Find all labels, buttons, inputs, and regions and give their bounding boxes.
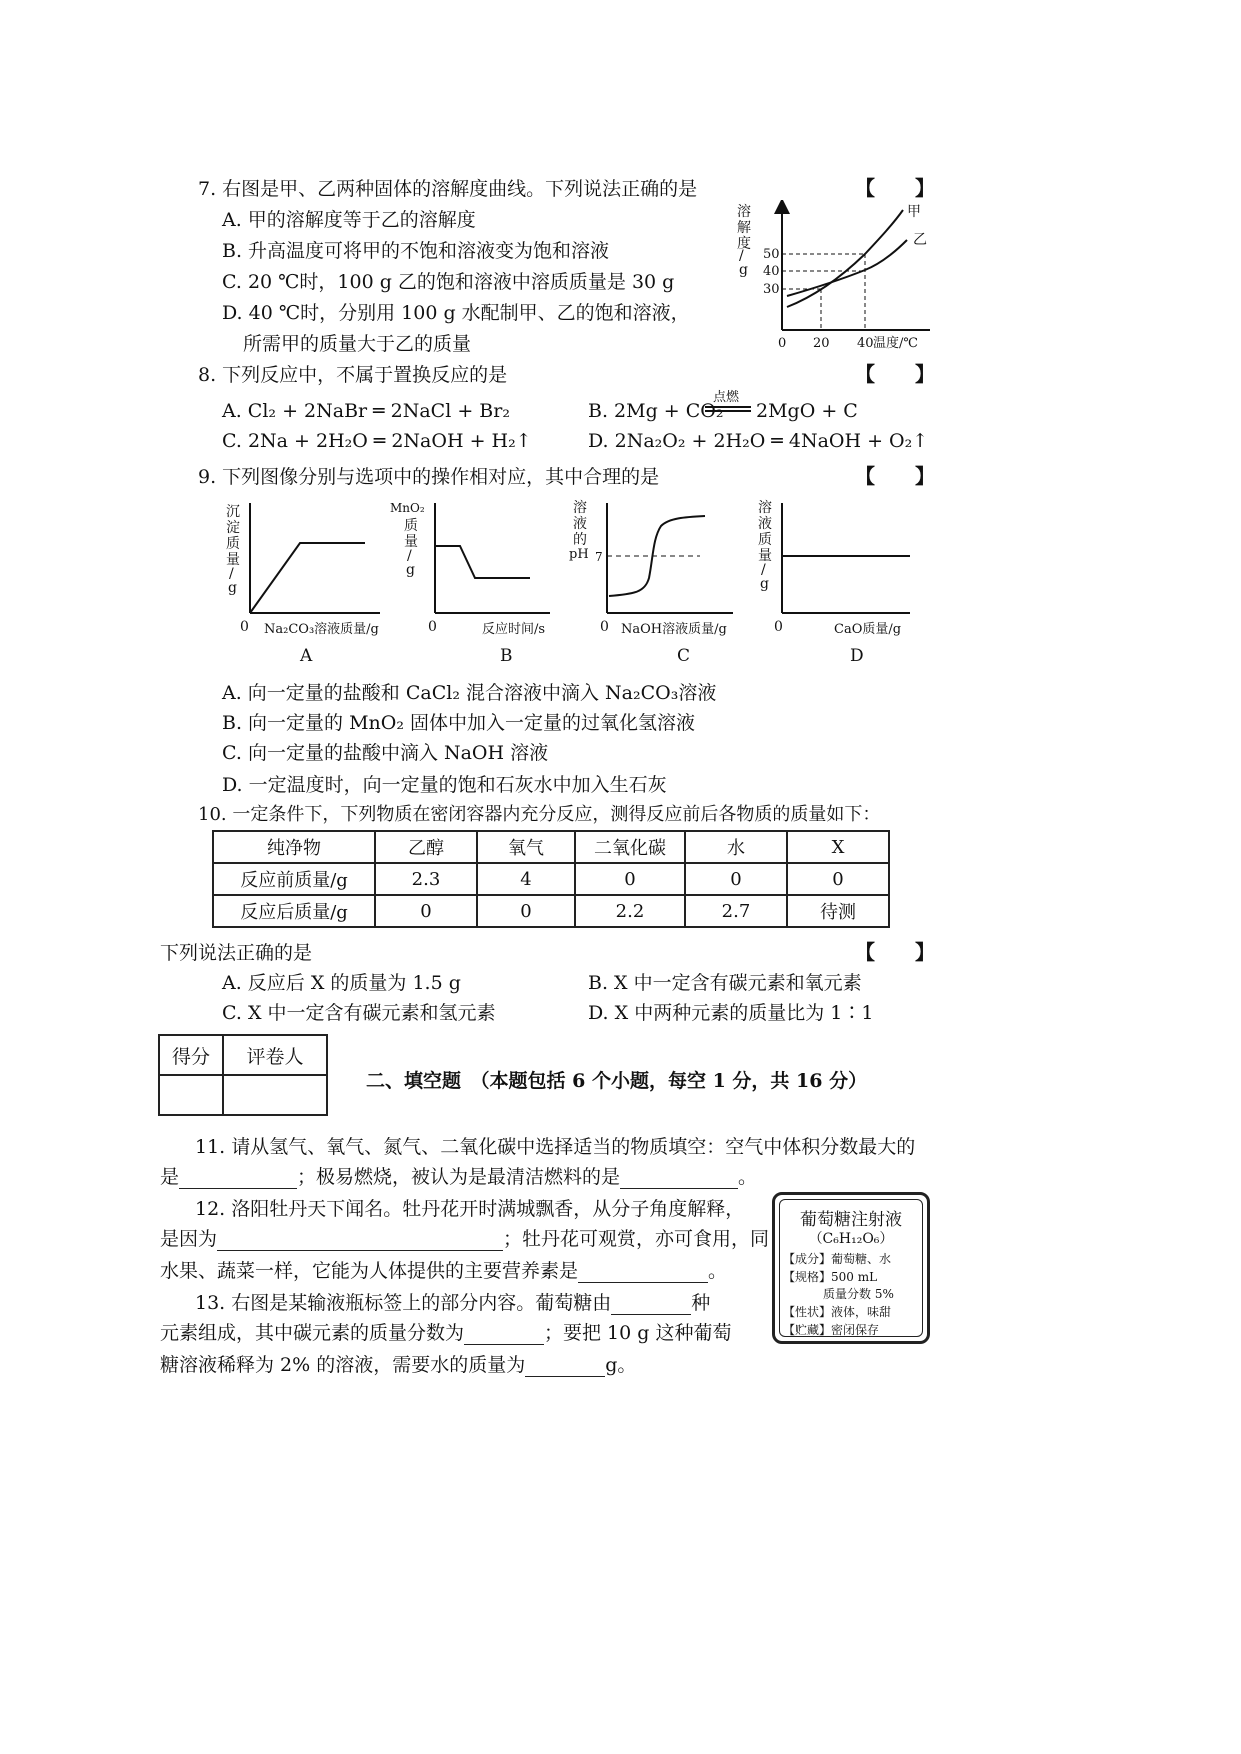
q9-a-ylabel-6: g xyxy=(228,580,237,596)
q10-cell: 0 xyxy=(477,895,575,927)
q10-cell: 2.2 xyxy=(575,895,685,927)
q7-option-d-cont: 所需甲的质量大于乙的质量 xyxy=(243,333,472,355)
score-label: 得分 xyxy=(159,1035,223,1075)
q8-option-b-left: B. 2Mg + CO₂ xyxy=(588,400,724,422)
q9-a-xlabel: Na₂CO₃溶液质量/g xyxy=(264,622,379,637)
q10-data-table xyxy=(212,830,890,928)
q10-header-cell: 氧气 xyxy=(477,831,575,863)
q11-blank-2[interactable] xyxy=(620,1188,738,1189)
q7-answer-bracket[interactable]: 【 】 xyxy=(855,176,935,200)
q8-equals-sign xyxy=(705,406,751,412)
q10-cell: 4 xyxy=(477,863,575,895)
q9-c-ylabel-1: 溶 xyxy=(573,500,587,516)
q12-blank-1[interactable] xyxy=(217,1250,503,1251)
q12-line1: 12. 洛阳牡丹天下闻名。牡丹花开时满城飘香，从分子角度解释， xyxy=(195,1198,745,1220)
q9-b-ylabel-4: / xyxy=(407,548,412,564)
q10-cell: 反应前质量/g xyxy=(213,863,375,895)
q7-chart-xlabel: 温度/℃ xyxy=(873,336,918,350)
q7-chart-ytick-50: 50 xyxy=(763,247,780,262)
q9-a-ylabel-3: 质 xyxy=(226,536,240,552)
q13-text-e: 糖溶液稀释为 2% 的溶液，需要水的质量为 xyxy=(160,1354,526,1376)
q12-text-b: ；牡丹花可观赏，亦可食用，同 xyxy=(503,1228,770,1250)
q9-option-c: C. 向一定量的盐酸中滴入 NaOH 溶液 xyxy=(222,742,549,764)
q12-text-a: 是因为 xyxy=(160,1228,218,1250)
q7-option-a: A. 甲的溶解度等于乙的溶解度 xyxy=(222,209,476,231)
glucose-label-row: 【性状】液体，味甜 xyxy=(783,1305,892,1319)
q9-c-letter: C xyxy=(677,646,691,666)
q13-blank-3[interactable] xyxy=(525,1376,605,1377)
q9-b-origin: 0 xyxy=(428,619,437,635)
q9-graph-d xyxy=(750,498,925,668)
q8-stem: 8. 下列反应中，不属于置换反应的是 xyxy=(198,364,508,386)
q13-text-d: ；要把 10 g 这种葡萄 xyxy=(544,1322,732,1344)
q9-graph-b xyxy=(390,498,565,668)
q9-b-ylabel-2: 质 xyxy=(404,518,418,534)
q7-chart-xtick-0: 0 xyxy=(778,336,787,350)
q10-cell: 0 xyxy=(787,863,889,895)
q12-line3 xyxy=(160,1256,727,1283)
q7-chart-xtick-40: 40 xyxy=(857,336,874,350)
q7-stem: 7. 右图是甲、乙两种固体的溶解度曲线。下列说法正确的是 xyxy=(198,178,698,200)
q9-a-letter: A xyxy=(300,646,313,666)
q7-chart-ylabel-1: 溶 xyxy=(737,204,751,220)
q9-c-xlabel: NaOH溶液质量/g xyxy=(621,622,727,637)
q7-chart-ytick-30: 30 xyxy=(763,282,780,297)
q9-b-ylabel-5: g xyxy=(406,562,415,578)
q10-cell: 0 xyxy=(575,863,685,895)
q10-header-cell: 二氧化碳 xyxy=(575,831,685,863)
table-row xyxy=(213,895,889,927)
q10-header-cell: 乙醇 xyxy=(375,831,477,863)
q9-option-d: D. 一定温度时，向一定量的饱和石灰水中加入生石灰 xyxy=(222,774,667,796)
q10-cell: 反应后质量/g xyxy=(213,895,375,927)
glucose-label-formula: （C₆H₁₂O₆） xyxy=(808,1231,894,1247)
glucose-label-title: 葡萄糖注射液 xyxy=(800,1210,902,1230)
q9-d-letter: D xyxy=(850,646,864,666)
q10-header-cell: X xyxy=(787,831,889,863)
q11-text-c: 。 xyxy=(738,1166,758,1188)
q8-answer-bracket[interactable]: 【 】 xyxy=(855,362,935,386)
q10-header-cell: 水 xyxy=(685,831,787,863)
q12-line2 xyxy=(160,1224,769,1251)
q9-d-ylabel-2: 液 xyxy=(758,516,772,532)
glucose-label-row: 【规格】500 mL xyxy=(783,1270,878,1284)
q10-answer-bracket[interactable]: 【 】 xyxy=(855,940,935,964)
q9-stem: 9. 下列图像分别与选项中的操作相对应，其中合理的是 xyxy=(198,466,660,488)
q11-text-a: 是 xyxy=(160,1166,180,1188)
q7-option-c: C. 20 ℃时，100 g 乙的饱和溶液中溶质质量是 30 g xyxy=(222,271,675,293)
q8-option-b-right: 2MgO + C xyxy=(756,400,858,422)
glucose-label xyxy=(772,1192,930,1344)
q10-cell: 0 xyxy=(375,895,477,927)
q11-blank-1[interactable] xyxy=(179,1188,297,1189)
q13-line2 xyxy=(160,1318,731,1345)
q7-chart-ylabel-5: g xyxy=(739,262,748,278)
q11-line2 xyxy=(160,1162,757,1189)
q10-cell: 2.7 xyxy=(685,895,787,927)
q7-chart-ylabel-2: 解 xyxy=(737,220,751,236)
q9-c-ph-tick: 7 xyxy=(595,550,603,564)
q10-option-b: B. X 中一定含有碳元素和氧元素 xyxy=(588,972,862,994)
q12-text-d: 。 xyxy=(708,1260,728,1282)
table-row xyxy=(213,831,889,863)
q7-chart-ylabel-4: / xyxy=(739,248,744,264)
q9-d-xlabel: CaO质量/g xyxy=(834,622,902,637)
q8-option-c: C. 2Na + 2H₂O ═ 2NaOH + H₂↑ xyxy=(222,430,532,452)
q7-option-d: D. 40 ℃时，分别用 100 g 水配制甲、乙的饱和溶液， xyxy=(222,302,690,324)
q11-text-b: ；极易燃烧，被认为是最清洁燃料的是 xyxy=(297,1166,621,1188)
q7-chart-ylabel-3: 度 xyxy=(737,236,751,252)
q9-d-ylabel-5: / xyxy=(761,562,766,578)
q9-c-ylabel-2: 液 xyxy=(573,516,587,532)
q12-text-c: 水果、蔬菜一样，它能为人体提供的主要营养素是 xyxy=(160,1260,579,1282)
q9-a-origin: 0 xyxy=(240,619,249,635)
glucose-label-row: 【贮藏】密闭保存 xyxy=(783,1323,880,1337)
q7-chart-xtick-20: 20 xyxy=(813,336,830,350)
q9-a-ylabel-2: 淀 xyxy=(226,520,240,536)
glucose-label-row: 【成分】葡萄糖、水 xyxy=(783,1252,892,1266)
q13-line3 xyxy=(160,1350,636,1377)
q9-c-ylabel-3: 的 xyxy=(573,532,587,548)
q11-line1: 11. 请从氢气、氧气、氮气、二氧化碳中选择适当的物质填空：空气中体积分数最大的 xyxy=(195,1136,916,1158)
q9-b-letter: B xyxy=(500,646,513,666)
q13-blank-1[interactable] xyxy=(611,1314,691,1315)
q10-option-a: A. 反应后 X 的质量为 1.5 g xyxy=(222,972,461,994)
q13-blank-2[interactable] xyxy=(464,1344,544,1345)
q7-series-yi: 乙 xyxy=(913,232,927,248)
q12-blank-2[interactable] xyxy=(578,1282,708,1283)
q9-graph-c xyxy=(565,498,745,668)
q9-d-ylabel-3: 质 xyxy=(758,532,772,548)
q7-chart-ytick-40: 40 xyxy=(763,264,780,279)
q9-d-ylabel-4: 量 xyxy=(758,548,772,564)
q10-sub-stem: 下列说法正确的是 xyxy=(160,942,313,964)
q9-d-ylabel-1: 溶 xyxy=(758,500,772,516)
q7-option-b: B. 升高温度可将甲的不饱和溶液变为饱和溶液 xyxy=(222,240,610,262)
q13-line1 xyxy=(195,1288,710,1315)
q9-c-ylabel-4: pH xyxy=(569,547,589,562)
q8-option-b-condition: 点燃 xyxy=(713,390,740,405)
q10-cell: 0 xyxy=(685,863,787,895)
grader-cell[interactable] xyxy=(223,1075,327,1115)
q9-b-ylabel-1: MnO₂ xyxy=(390,501,425,515)
section2-title: 二、填空题 （本题包括 6 个小题，每空 1 分，共 16 分） xyxy=(366,1070,868,1092)
glucose-label-row: 质量分数 5% xyxy=(823,1287,894,1301)
q9-d-ylabel-6: g xyxy=(760,576,769,592)
q7-curve-yi xyxy=(787,240,907,296)
q9-a-ylabel-4: 量 xyxy=(226,552,240,568)
q9-d-origin: 0 xyxy=(774,619,783,635)
q9-c-origin: 0 xyxy=(600,619,609,635)
q9-a-ylabel-1: 沉 xyxy=(226,504,240,520)
score-table xyxy=(158,1034,328,1116)
q9-answer-bracket[interactable]: 【 】 xyxy=(855,464,935,488)
q13-text-f: g。 xyxy=(605,1354,637,1376)
q10-cell: 2.3 xyxy=(375,863,477,895)
q13-text-b: 种 xyxy=(691,1292,711,1314)
q9-graph-a xyxy=(220,498,395,668)
table-row xyxy=(213,863,889,895)
q10-stem: 10. 一定条件下，下列物质在密闭容器内充分反应，测得反应前后各物质的质量如下： xyxy=(198,804,881,825)
q10-option-d: D. X 中两种元素的质量比为 1∶1 xyxy=(588,1002,874,1024)
q8-option-a: A. Cl₂ + 2NaBr ═ 2NaCl + Br₂ xyxy=(222,400,510,422)
q13-text-a: 13. 右图是某输液瓶标签上的部分内容。葡萄糖由 xyxy=(195,1292,612,1314)
q9-a-ylabel-5: / xyxy=(229,566,234,582)
q9-b-xlabel: 反应时间/s xyxy=(482,622,546,637)
q13-text-c: 元素组成，其中碳元素的质量分数为 xyxy=(160,1322,465,1344)
q9-b-ylabel-3: 量 xyxy=(404,534,418,550)
q7-solubility-chart xyxy=(735,200,940,350)
score-cell[interactable] xyxy=(159,1075,223,1115)
grader-label: 评卷人 xyxy=(223,1035,327,1075)
q8-option-d: D. 2Na₂O₂ + 2H₂O ═ 4NaOH + O₂↑ xyxy=(588,430,929,452)
q10-option-c: C. X 中一定含有碳元素和氢元素 xyxy=(222,1002,496,1024)
q10-cell: 待测 xyxy=(787,895,889,927)
q9-option-b: B. 向一定量的 MnO₂ 固体中加入一定量的过氧化氢溶液 xyxy=(222,712,696,734)
q10-header-cell: 纯净物 xyxy=(213,831,375,863)
q7-series-jia: 甲 xyxy=(907,204,921,220)
q9-option-a: A. 向一定量的盐酸和 CaCl₂ 混合溶液中滴入 Na₂CO₃溶液 xyxy=(222,682,717,704)
